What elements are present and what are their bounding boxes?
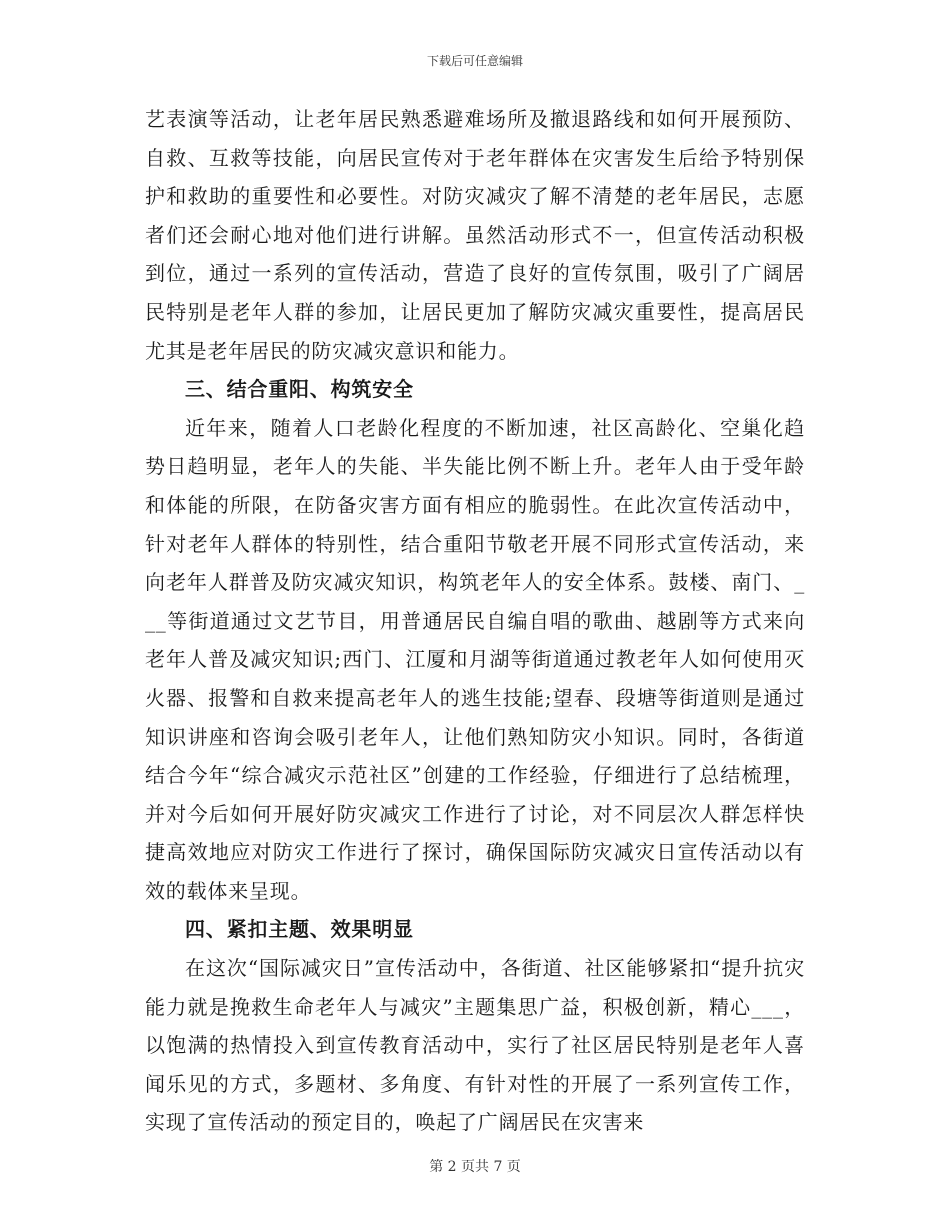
page-header: 下载后可任意编辑 [426,54,523,68]
paragraph-continuation: 艺表演等活动，让老年居民熟悉避难场所及撤退路线和如何开展预防、自救、互救等技能，向居民宣传对于老年群体在灾害发生后给予特别保护和救助的重要性和必要性。对防灾减灾了解不清楚的老年居民，志愿者们还会耐心地对他们进行讲解。虽然活动形式不一，但宣传活动积极到位，通过一系列的宣传活动，营造了良好的宣传氛围，吸引了广阔居民特别是老年人群的参加，让居民更加了解防灾减灾重要性，提高居民尤其是老年居民的防灾减灾意识和能力。 [145,107,805,363]
paragraph-section-4: 在这次“国际减灾日”宣传活动中，各街道、社区能够紧扣“提升抗灾能力就是挽救生命老年人与减灾”主题集思广益，积极创新，精心___，以饱满的热情投入到宣传教育活动中，实行了社区居民特别是老年人喜闻乐见的方式，多题材、多角度、有针对性的开展了一系列宣传工作，实现了宣传活动的预定目的，唤起了广阔居民在灾害来 [145,956,805,1135]
paragraph-section-3: 近年来，随着人口老龄化程度的不断加速，社区高龄化、空巢化趋势日趋明显，老年人的失能、半失能比例不断上升。老年人由于受年龄和体能的所限，在防备灾害方面有相应的脆弱性。在此次宣传活动中，针对老年人群体的特别性，结合重阳节敬老开展不同形式宣传活动，来向老年人群普及防灾减灾知识，构筑老年人的安全体系。鼓楼、南门、___等街道通过文艺节目，用普通居民自编自唱的歌曲、越剧等方式来向老年人普及减灾知识;西门、江厦和月湖等街道通过教老年人如何使用灭火器、报警和自救来提高老年人的逃生技能;望春、段塘等街道则是通过知识讲座和咨询会吸引老年人，让他们熟知防灾小知识。同时，各街道结合今年“综合减灾示范社区”创建的工作经验，仔细进行了总结梳理，并对今后如何开展好防灾减灾工作进行了讨论，对不同层次人群怎样快捷高效地应对防灾工作进行了探讨，确保国际防灾减灾日宣传活动以有效的载体来呈现。 [145,415,805,903]
document-body [145,100,805,1142]
section-heading-4: 四、紧扣主题、效果明显 [185,917,414,942]
page-footer: 第 2 页共 7 页 [429,1159,521,1175]
section-heading-3: 三、结合重阳、构筑安全 [185,377,414,402]
